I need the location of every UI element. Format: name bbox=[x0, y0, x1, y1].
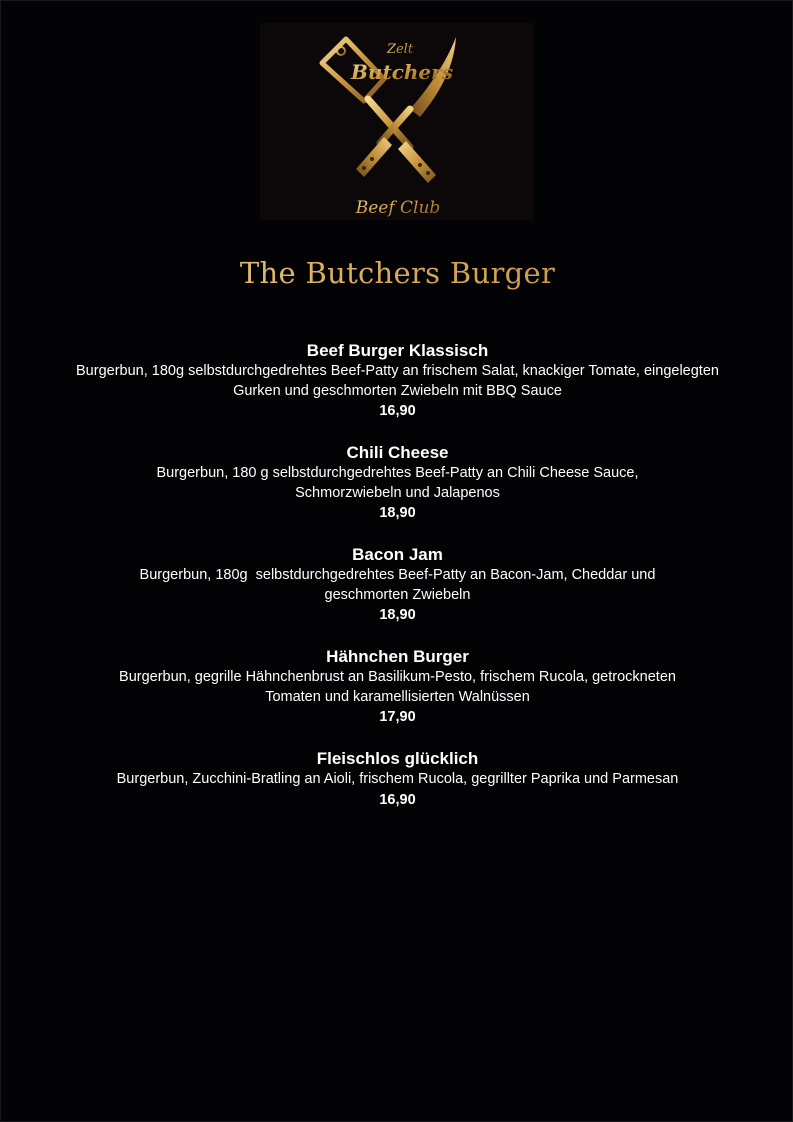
menu-item-description: Burgerbun, Zucchini-Bratling an Aioli, frischem Rucola, gegrillter Paprika und Parmesan bbox=[116, 771, 679, 787]
menu-item-name: Bacon Jam bbox=[352, 545, 443, 564]
menu-item-description: Schmorzwiebeln und Jalapenos bbox=[295, 484, 500, 501]
page-title: The Butchers Burger bbox=[1, 256, 793, 290]
menu-item-description: Burgerbun, 180g selbstdurchgedrehtes Beef-Patty an frischem Salat, knackiger Tomate, eingelegten bbox=[76, 363, 719, 379]
svg-text:Zelt: Zelt bbox=[386, 42, 414, 57]
menu-item bbox=[1, 646, 793, 727]
menu-item-price: 18,90 bbox=[379, 505, 416, 521]
menu-item bbox=[1, 340, 793, 421]
cleaver-knives-logo-icon bbox=[260, 23, 534, 220]
menu-item-name: Beef Burger Klassisch bbox=[306, 341, 489, 360]
menu-item bbox=[1, 748, 793, 810]
menu-item-description: Burgerbun, 180g selbstdurchgedrehtes Beef-Patty an Bacon-Jam, Cheddar und bbox=[139, 567, 656, 583]
svg-text:Beef Club: Beef Club bbox=[355, 198, 441, 218]
menu-item-description: geschmorten Zwiebeln bbox=[324, 586, 471, 603]
menu-item-price: 16,90 bbox=[379, 791, 416, 808]
svg-text:Butchers: Butchers bbox=[351, 60, 453, 84]
menu-item-price: 17,90 bbox=[379, 709, 416, 725]
menu-items bbox=[1, 340, 793, 831]
menu-item-description: Burgerbun, 180 g selbstdurchgedrehtes Beef-Patty an Chili Cheese Sauce, bbox=[156, 465, 639, 481]
menu-item-price: 18,90 bbox=[379, 607, 416, 623]
menu-item-name: Chili Cheese bbox=[346, 443, 449, 462]
menu-item-description: Burgerbun, gegrille Hähnchenbrust an Basilikum-Pesto, frischem Rucola, getrockneten bbox=[119, 669, 676, 685]
menu-item-price: 16,90 bbox=[379, 403, 416, 419]
logo bbox=[260, 23, 534, 220]
menu-item-description: Tomaten und karamellisierten Walnüssen bbox=[265, 688, 530, 705]
menu-item-name: Hähnchen Burger bbox=[326, 647, 469, 666]
menu-item-name: Fleischlos glücklich bbox=[316, 749, 479, 768]
menu-item bbox=[1, 544, 793, 625]
menu-item-description: Gurken und geschmorten Zwiebeln mit BBQ Sauce bbox=[233, 382, 562, 399]
menu-item bbox=[1, 442, 793, 523]
